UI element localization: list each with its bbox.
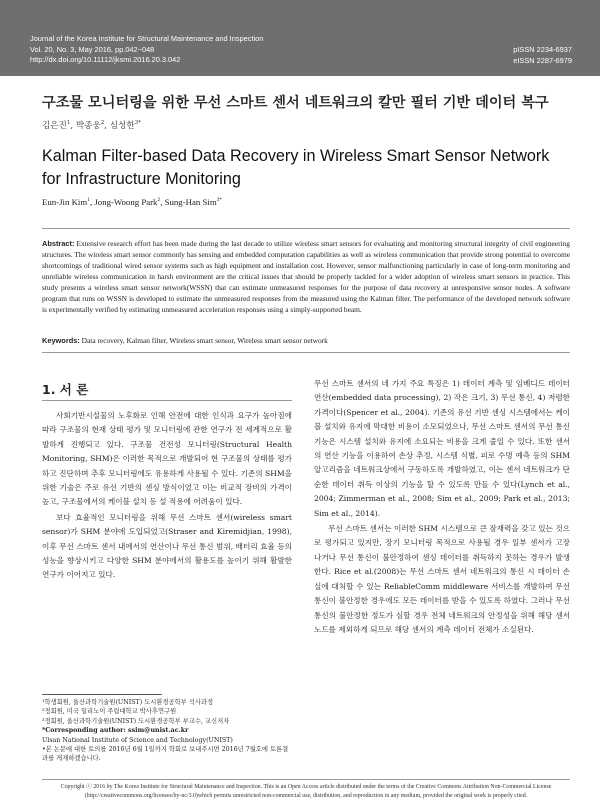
body-left-column [42,409,292,584]
author-ko-1-sup: 1 [66,120,71,127]
title-korean: 구조물 모니터링을 위한 무선 스마트 센서 네트워크의 칼만 필터 기반 데이터 복구 [42,95,549,111]
author-ko-1: 김은진 [42,121,67,131]
section-heading-rule [42,400,292,401]
abstract-text: Extensive research effort has been made during the last decade to utilize wireless smart sensors for evaluating and monitoring structural integrity of civil engineering structures. The wireless smart sensor commonly has sensing and embedded computation capabilities as well as wireless communication that provide strong potential to overcome shortcomings of traditional wired sensor systems such as high equipment and installation cost. However, sensor malfunctioning particularly in case of long-term monitoring and unreliable wireless communication in harsh environment are the critical issues that should be properly tackled for a wider adoption of wireless smart sensors in practice. This study presents a wireless smart sensor network(WSSN) that can estimate unmeasured responses for the purpose of data recovery at unresponsive sensor nodes. A software program that runs on WSSN is developed to estimate the unmeasured responses from the measured using the Kalman filter. The performance of the developed network software is experimentally verified by estimating unmeasured acceleration responses using a simply-supported beam. [42,239,570,314]
journal-name: Journal of the Korea Institute for Structural Maintenance and Inspection [30,34,264,43]
eissn: eISSN 2287-6979 [513,55,572,65]
author-ko-3-sup: 3* [134,120,141,127]
body-right-column [314,377,570,638]
authors-korean: 김은진$^1$, 박종웅$^2$, 심성한$^{3*}$ [42,120,141,131]
journal-info [30,34,263,66]
journal-volume: Vol. 20, No. 3, May 2016, pp.042~048 [30,44,155,54]
abstract-top-rule [42,228,570,229]
paragraph: 무선 스마트 센서는 이러한 SHM 시스템으로 큰 잠재력을 갖고 있는 것으로 평가되고 있지만, 장기 모니터링 목적으로 사용될 경우 일부 센서가 고장 나거나 무선 통신이 불안정하여 센싱 데이터를 취득하지 못하는 경우가 발생한다. Rice et al.(2008)는 무선 스마트 센서 네트워크의 통신 시 데이터 손실에 대처할 수 있는 ReliableComm middleware 서비스를 개발하여 무선 통신이 불안정한 경우에도 모든 데이터를 받을 수 있도록 하였다. 그러나 무선 통신의 불안정한 정도가 심할 경우 전체 네트워크의 안정성을 위해 해당 센서 노드를 제외하게 되므로 해당 센서의 계측 데이터 전체가 소실된다. [314,524,570,634]
author-en-3: Sung-Han Sim [164,197,217,207]
pissn: pISSN 2234-6937 [513,45,572,54]
keywords-text: Data recovery, Kalman filter, Wireless smart sensor, Wireless smart sensor network [81,336,328,345]
footnote-affiliation-3: ³정회원, 울산과학기술원(UNIST) 도시환경공학부 부교수, 교신저자 [42,717,230,725]
author-en-3-sup: 3* [216,197,223,204]
footnote-affiliation-2: ²정회원, 미국 일리노이 주립대학교 박사후연구원 [42,708,177,716]
author-en-1: Eun-Jin Kim [42,197,88,207]
author-ko-3: 심성한 [109,121,135,131]
author-ko-2: 박종웅 [75,121,101,131]
keywords [42,335,570,346]
authors-english: Eun-Jin Kim$^1$, Jong-Woong Park$^2$, Sung-Han Sim$^{3*}$ [42,197,223,207]
footnote-discussion: •본 논문에 대한 토의를 2016년 6월 1일까지 학회로 보내주시면 2016년 7월호에 토론결과를 게재하겠습니다. [42,746,289,763]
abstract-label: Abstract: [42,239,75,248]
footnote-affiliation-1: ¹학생회원, 울산과학기술원(UNIST) 도시환경공학부 석사과정 [42,699,214,706]
footnote-corresponding-author: *Corresponding author: ssim@unist.ac.kr [42,727,189,735]
footnote-institution: Ulsan National Institute of Science and Technology(UNIST) [42,736,233,744]
author-en-2-sup: 2 [157,197,161,204]
journal-header-bar [0,0,600,76]
author-en-1-sup: 1 [87,197,90,204]
author-en-2: Jong-Woong Park [94,197,158,207]
paragraph: 보다 효율적인 모니터링을 위해 무선 스마트 센서(wireless smart sensor)가 SHM 분야에 도입되었고(Straser and Kiremidjian, 1998), 이후 무선 스마트 센서 내에서의 연산이나 무선 통신 범위, 배터리 효율 등의 성능을 향상시키고 다양한 SHM 분야에서의 활용도를 높이기 위해 활발한 연구가 이어지고 있다. [42,512,292,580]
section-heading-introduction: 1. 서 론 [42,382,89,397]
abstract-bottom-rule [42,352,570,353]
journal-doi[interactable]: http://dx.doi.org/10.11112/jksmi.2016.20.3.042 [30,55,181,64]
footnote-rule [42,694,162,695]
author-ko-2-sup: 2 [100,120,105,127]
paragraph: 무선 스마트 센서의 네 가지 주요 특징은 1) 데이터 계측 및 임베디드 데이터 연산(embedded data processing), 2) 작은 크기, 3) 무선 통신, 4) 저렴한 가격이다(Spencer et al., 2004). 기존의 유선 기반 센싱 시스템에서는 케이블 설치와 유지에 막대한 비용이 소모되었으나, 무선 스마트 센서의 무선 통신 기능은 시스템 설치와 유지에 소요되는 비용을 크게 줄일 수 있다. 또한 센서의 연산 기능을 이용하여 손상 추정, 시스템 식별, 피로 수명 예측 등의 SHM 알고리즘을 네트워크상에서 구동하도록 개발하였고, 이는 센서 네트워크가 단순한 데이터 취득 이상의 기능을 할 수 있도록 만들 수 있다(Lynch et al., 2004; Zimmerman et al., 2008; Sim et al., 2009; Park et al., 2013; Sim et al., 2014). [314,379,570,518]
footnotes [42,698,294,764]
keywords-label: Keywords: [42,336,80,345]
copyright-rule [42,779,570,780]
copyright-notice: Copyright ⓒ 2016 by The Korea Institute for Structural Maintenance and Inspection. This is an Open Access article distributed under the terms of the Creative Commons Attribution Non-Commercial License (http://creativecommons.org/licenses/by-nc/3.0)which permits unrestricted non-commercial use, distribution, and reproduction in any medium, provided the original work is properly cited. [60,784,552,799]
abstract [42,238,570,315]
title-english: Kalman Filter-based Data Recovery in Wireless Smart Sensor Network for Infrastructure Monitoring [42,147,550,188]
paragraph: 사회기반시설물의 노후화로 인해 안전에 대한 인식과 요구가 높아짐에 따라 구조물의 현재 상태 평가 및 모니터링에 관한 연구가 전 세계적으로 활발하게 진행되고 있다. 구조물 건전성 모니터링(Structural Health Monitoring, SHM)은 이러한 목적으로 개발되어 현 구조물의 상태를 평가하고 진단하며 추후 모니터링에도 유용하게 사용될 수 있다. 기존의 SHM을 위한 기술은 주로 유선 기반의 센싱 방식이었고 이는 비교적 장비의 가격이 높고, 구조물에서의 케이블 설치 등 설 적용에 어려움이 있다. [42,411,292,507]
issn-info [513,45,572,66]
